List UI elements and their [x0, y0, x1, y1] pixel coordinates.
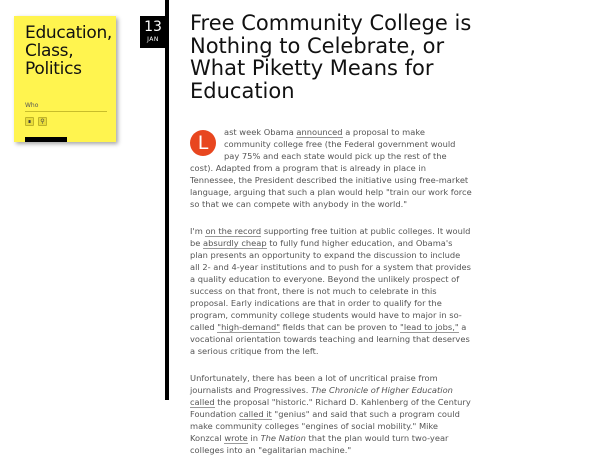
text: ast week Obama: [224, 127, 297, 137]
link-lead-to-jobs[interactable]: "lead to jobs,": [400, 322, 459, 332]
menu-bar[interactable]: [25, 137, 67, 142]
text: fields that can be proven to: [280, 322, 401, 332]
header-divider: [25, 111, 107, 112]
post-date-month: JAN: [147, 36, 159, 43]
link-called[interactable]: called: [190, 397, 215, 407]
link-announced[interactable]: announced: [296, 127, 343, 137]
link-wrote[interactable]: wrote: [224, 433, 248, 443]
link-absurdly-cheap[interactable]: absurdly cheap: [203, 238, 267, 248]
site-header-card: [14, 16, 116, 142]
drop-cap: L: [190, 130, 216, 156]
post-title[interactable]: Free Community College is Nothing to Celebrate, or What Piketty Means for Education: [190, 11, 472, 103]
publication-name: The Chronicle of Higher Education: [310, 385, 453, 395]
paragraph-2: [190, 225, 472, 357]
paragraph-1: [190, 126, 472, 210]
header-icons: [25, 117, 47, 126]
post-body: [190, 126, 472, 471]
post-date-badge: [140, 16, 166, 48]
text: a vocational orientation towards teaching and learning that deserves a serious critique from the left.: [190, 322, 470, 356]
content-divider: [165, 0, 169, 400]
publication-name: The Nation: [260, 433, 306, 443]
text: the proposal "historic." Richard D. Kahlenberg of the Century Foundation: [190, 397, 471, 419]
paragraph-3: [190, 372, 472, 456]
text: in: [247, 433, 261, 443]
rss-icon[interactable]: ∎: [25, 117, 34, 126]
text: I'm: [190, 226, 206, 236]
text: a proposal to make community college free (the Federal government would pay 75% and each state would pick up the rest of the cost). Adapted from a program that is already in place in Tennessee, the President described the initiative using free-market language, arguing that such a plan would help "train our work force so that we can compete with anybody in the world.": [190, 127, 472, 209]
text: to fully fund higher education, and Obama's plan presents an opportunity to expand the discussion to include all 2- and 4-year institutions and to push for a system that provides a quality education to everyone. Beyond the unlikely prospect of success on that front, there is not much to celebrate in this proposal. Early indications are that in order to qualify for the program, community college students would have to major in so-called: [190, 238, 471, 332]
link-high-demand[interactable]: "high-demand": [217, 322, 281, 332]
text: "genius" and said that such a program could make community colleges "engines of social mobility." Mike Konzcal: [190, 409, 460, 443]
link-on-the-record[interactable]: on the record: [205, 226, 262, 236]
text: supporting free tuition at public colleges. It would be: [190, 226, 471, 248]
text: Unfortunately, there has been a lot of uncritical praise from journalists and Progressives.: [190, 373, 438, 395]
text: that the plan would turn two-year colleges into an "egalitarian machine.": [190, 433, 449, 455]
site-title[interactable]: Education, Class, Politics: [25, 23, 113, 79]
post-date-day: 13: [144, 19, 162, 35]
search-icon[interactable]: ⚲: [38, 117, 47, 126]
who-link[interactable]: Who: [25, 102, 39, 109]
link-called-it[interactable]: called it: [238, 409, 272, 419]
